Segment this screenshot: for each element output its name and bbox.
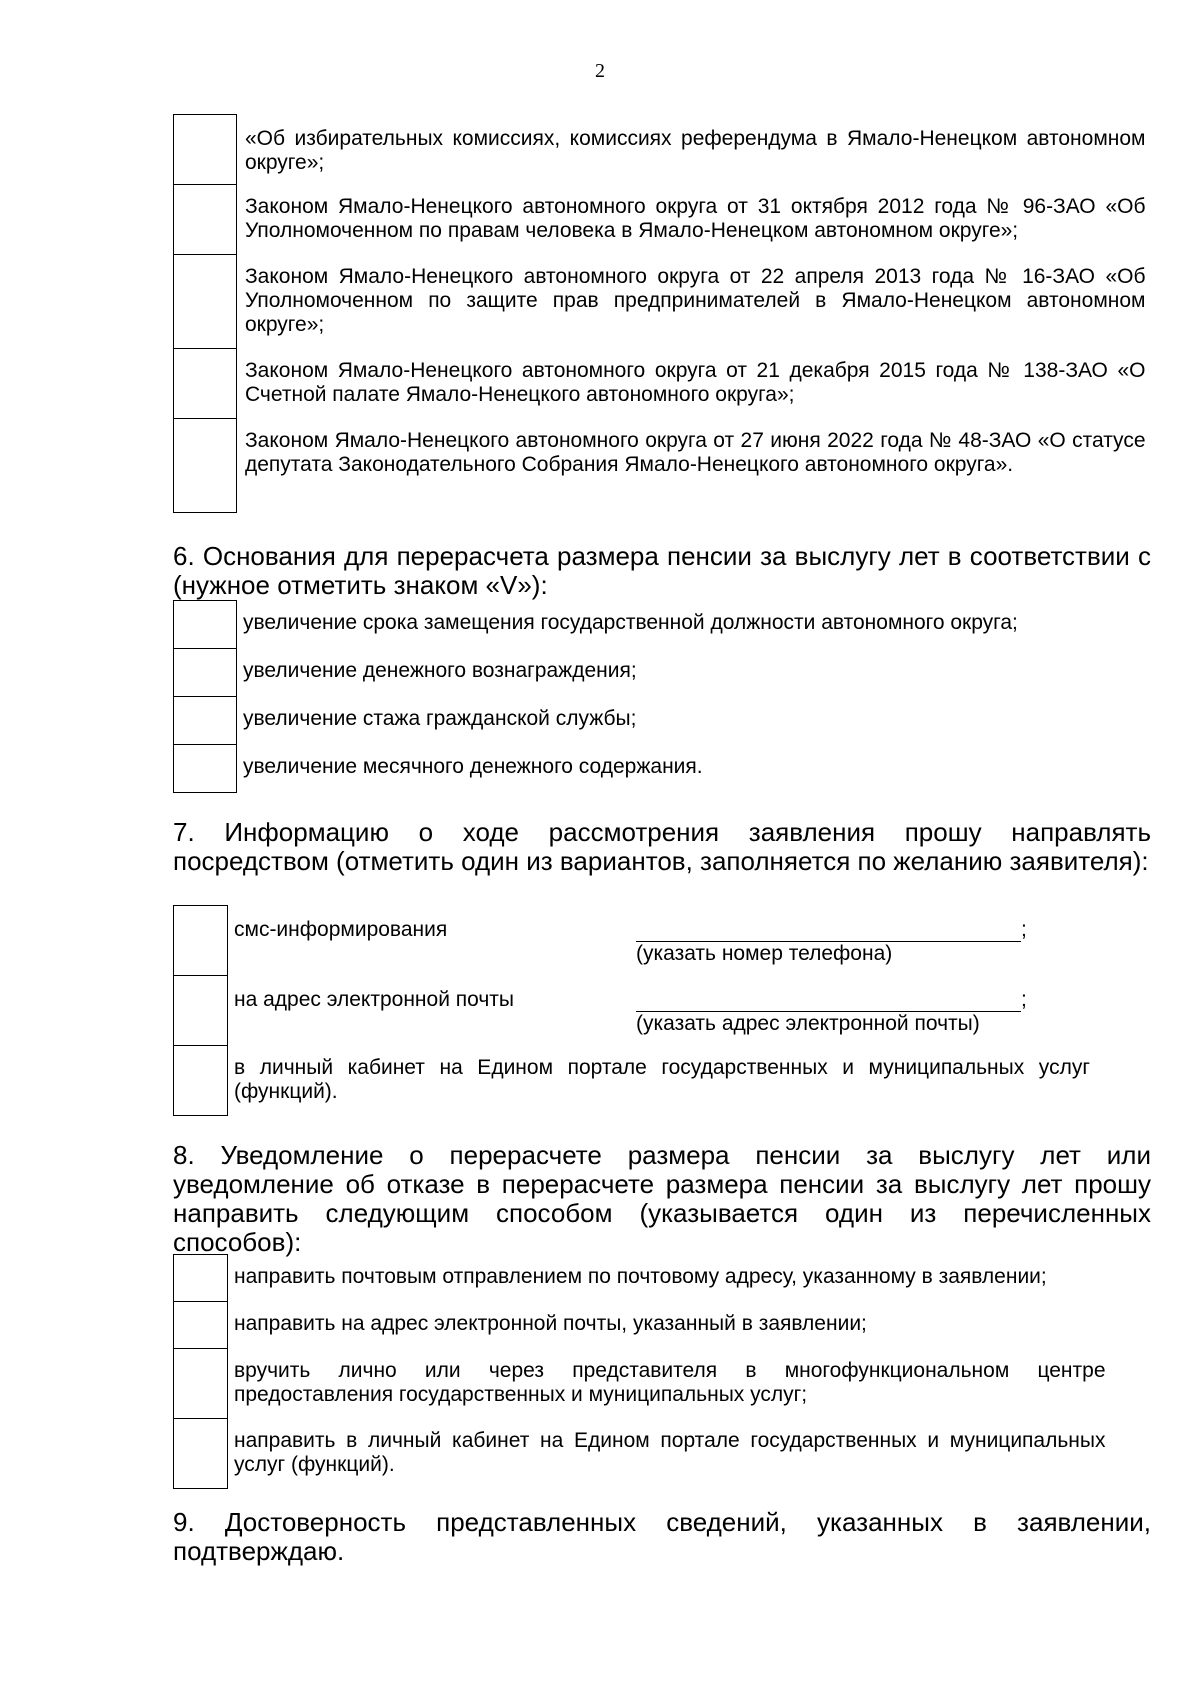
- recalc-basis-label: увеличение срока замещения государственной должности автономного округа;: [243, 610, 1018, 634]
- recalc-basis-label: увеличение стажа гражданской службы;: [243, 706, 637, 730]
- recalc-basis-checkbox[interactable]: [174, 697, 237, 745]
- recalc-basis-label: увеличение месячного денежного содержания.: [243, 754, 703, 778]
- recalc-basis-label: увеличение денежного вознаграждения;: [243, 658, 637, 682]
- page-number: 2: [595, 60, 605, 82]
- delivery-method-label: направить на адрес электронной почты, указанный в заявлении;: [234, 1311, 867, 1335]
- notify-email-label: на адрес электронной почты: [234, 987, 515, 1011]
- delivery-method-checkbox[interactable]: [174, 1349, 228, 1419]
- delivery-method-checkbox[interactable]: [174, 1255, 228, 1302]
- laws-table: [173, 114, 1146, 513]
- notify-sms-label: смс-информирования: [234, 917, 448, 941]
- notify-sms-checkbox[interactable]: [174, 906, 228, 976]
- section-8-options: [173, 1254, 1106, 1489]
- delivery-method-checkbox[interactable]: [174, 1302, 228, 1349]
- email-address-hint: (указать адрес электронной почты): [636, 1011, 980, 1035]
- law-checkbox[interactable]: [174, 185, 237, 255]
- delivery-method-label: направить почтовым отправлением по почтовому адресу, указанному в заявлении;: [234, 1264, 1047, 1288]
- section-6-options: [173, 600, 1082, 793]
- law-checkbox[interactable]: [174, 419, 237, 513]
- notify-email-checkbox[interactable]: [174, 976, 228, 1046]
- notify-portal-label: в личный кабинет на Едином портале государственных и муниципальных услуг (функций).: [234, 1055, 1090, 1103]
- law-checkbox[interactable]: [174, 115, 237, 185]
- law-checkbox[interactable]: [174, 255, 237, 349]
- law-item-text: Законом Ямало-Ненецкого автономного округа от 27 июня 2022 года № 48-ЗАО «О статусе депутата Законодательного Собрания Ямало-Ненецкого автономного округа».: [245, 428, 1146, 476]
- law-checkbox[interactable]: [174, 349, 237, 419]
- delivery-method-label: направить в личный кабинет на Едином портале государственных и муниципальных услуг (функций).: [234, 1428, 1106, 1476]
- law-item-text: Законом Ямало-Ненецкого автономного округа от 31 октября 2012 года № 96-ЗАО «Об Уполномоченном по правам человека в Ямало-Ненецком автономном округе»;: [245, 194, 1146, 242]
- field-semicolon: ;: [1021, 987, 1027, 1011]
- delivery-method-checkbox[interactable]: [174, 1419, 228, 1489]
- section-6-heading: 6. Основания для перерасчета размера пенсии за выслугу лет в соответствии с (нужное отметить знаком «V»):: [173, 541, 1151, 600]
- recalc-basis-checkbox[interactable]: [174, 649, 237, 697]
- section-7-heading: 7. Информацию о ходе рассмотрения заявления прошу направлять посредством (отметить один из вариантов, заполняется по желанию заявителя):: [173, 817, 1151, 876]
- section-7-options: [173, 905, 1124, 1116]
- recalc-basis-checkbox[interactable]: [174, 601, 237, 649]
- law-item-text: Законом Ямало-Ненецкого автономного округа от 22 апреля 2013 года № 16-ЗАО «Об Уполномоченном по защите прав предпринимателей в Ямало-Ненецком автономном округе»;: [245, 264, 1146, 336]
- delivery-method-label: вручить лично или через представителя в многофункциональном центре предоставления государственных и муниципальных услуг;: [234, 1358, 1106, 1406]
- phone-number-field[interactable]: [636, 919, 1021, 942]
- law-item-text: Законом Ямало-Ненецкого автономного округа от 21 декабря 2015 года № 138-ЗАО «О Счетной палате Ямало-Ненецкого автономного округа»;: [245, 358, 1146, 406]
- section-8-heading: 8. Уведомление о перерасчете размера пенсии за выслугу лет или уведомление об отказе в перерасчете размера пенсии за выслугу лет прошу направить следующим способом (указывается один из перечисленных способов):: [173, 1140, 1151, 1257]
- notify-portal-checkbox[interactable]: [174, 1046, 228, 1116]
- phone-number-hint: (указать номер телефона): [636, 941, 893, 965]
- field-semicolon: ;: [1021, 917, 1027, 941]
- section-9-heading: 9. Достоверность представленных сведений, указанных в заявлении, подтверждаю.: [173, 1507, 1151, 1566]
- email-address-field[interactable]: [636, 989, 1021, 1012]
- recalc-basis-checkbox[interactable]: [174, 745, 237, 793]
- law-item-text: «Об избирательных комиссиях, комиссиях референдума в Ямало-Ненецком автономном округе»;: [245, 126, 1146, 174]
